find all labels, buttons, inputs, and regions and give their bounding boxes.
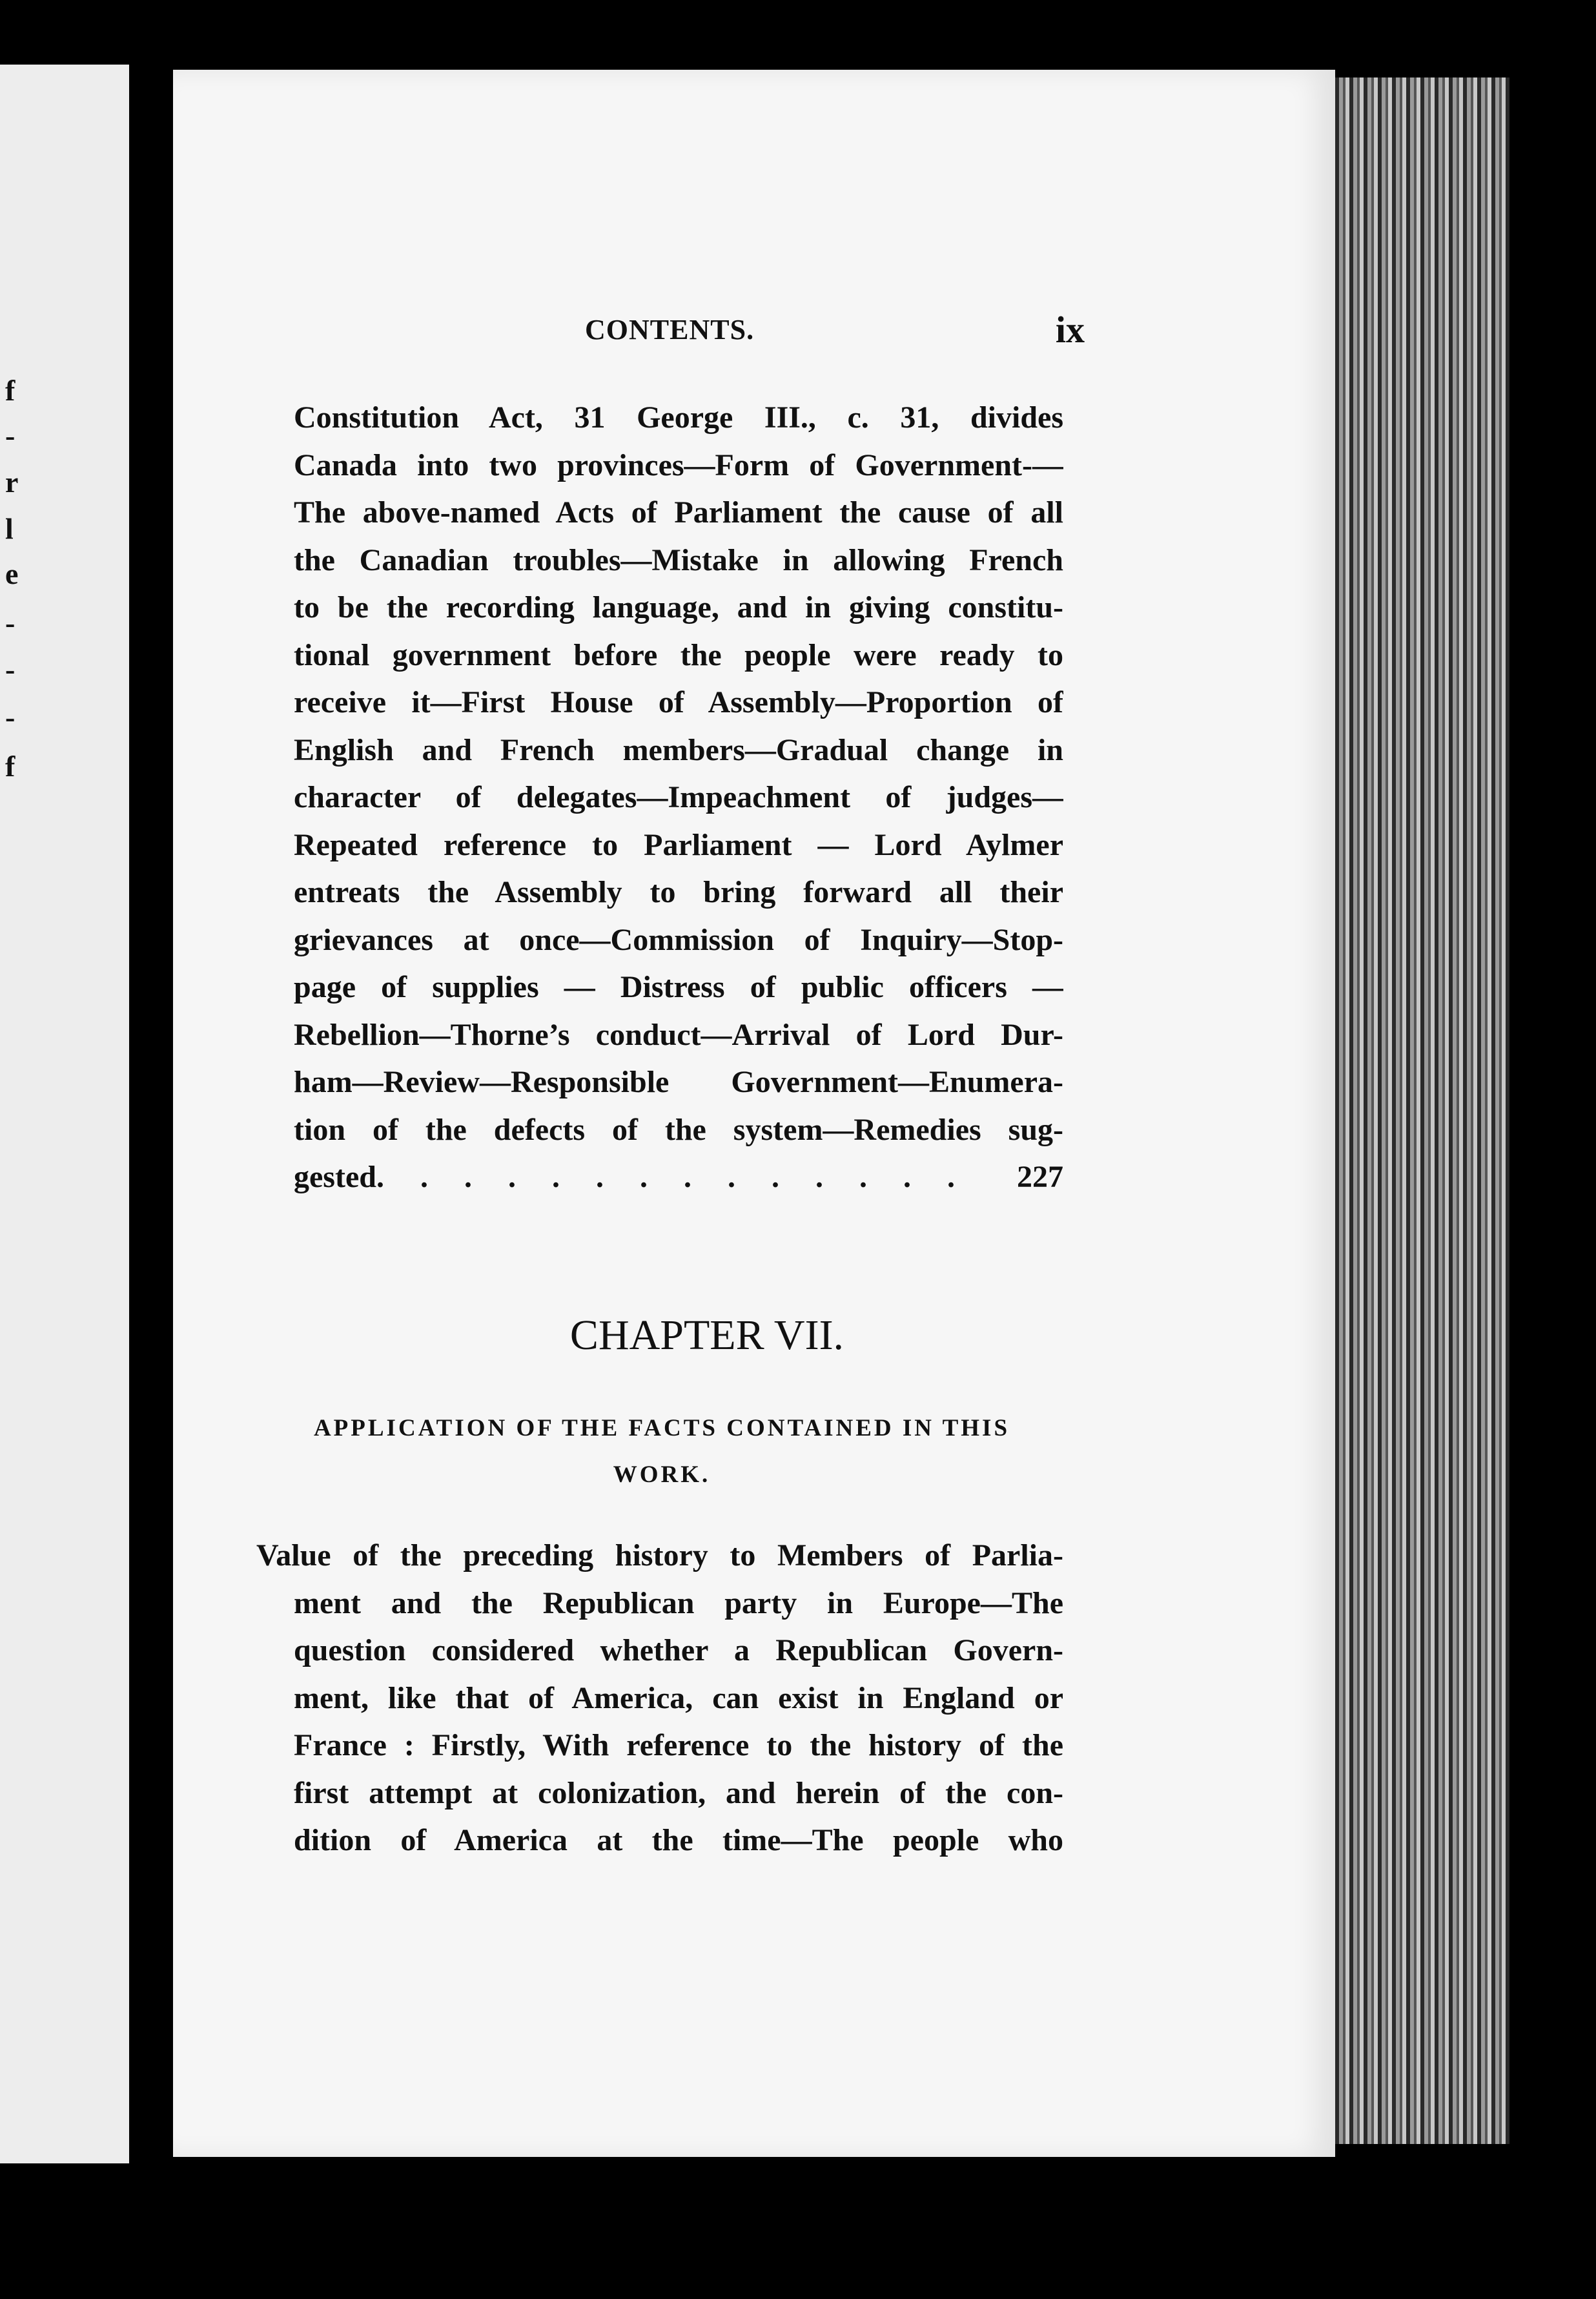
summary-line: France : Firstly, With reference to the history of the [294,1728,1063,1762]
running-head: CONTENTS. [585,314,755,345]
toc-entry-text: gested [294,1160,376,1194]
summary-line: tional government before the people were ready to [294,637,1063,672]
chapter-subtitle-line-1: APPLICATION OF THE FACTS CONTAINED IN THIS [313,1415,1010,1441]
summary-line: dition of America at the time—The people who [294,1823,1063,1857]
summary-line: Canada into two provinces—Form of Government-— [294,448,1063,482]
summary-line: to be the recording language, and in giving constitu- [294,590,1063,624]
chapter-subtitle-line-2: WORK. [613,1461,711,1488]
facing-page-fragment: r [5,466,19,499]
facing-page-fragment: l [5,512,14,545]
summary-line: tion of the defects of the system—Remedies sug- [294,1112,1063,1147]
chapter-vii-summary [256,1532,1063,1864]
facing-page-fragment: - [5,606,15,639]
facing-page [0,65,129,2163]
summary-line: grievances at once—Commission of Inquiry—Stop- [294,922,1063,957]
summary-line: receive it—First House of Assembly—Proportion of [294,685,1063,719]
summary-line: first attempt at colonization, and herein of the con- [294,1775,1063,1810]
facing-page-fragment: - [5,653,15,686]
summary-line: Repeated reference to Parliament — Lord Aylmer [294,827,1063,862]
page-number: ix [1055,309,1085,351]
summary-line: Constitution Act, 31 George III., c. 31, divides [294,400,1063,435]
toc-page-number: 227 [1017,1160,1063,1194]
summary-line: character of delegates—Impeachment of judges— [294,780,1063,814]
dot-leader: . . . . . . . . . . . . . . [376,1160,969,1194]
facing-page-fragment: - [5,701,15,734]
page-edges [1335,77,1509,2144]
summary-line: The above-named Acts of Parliament the cause of all [294,495,1063,530]
facing-page-fragment: e [5,557,19,590]
chapter-heading: CHAPTER VII. [569,1312,844,1359]
toc-entry-line [294,1153,1063,1201]
summary-line: Value of the preceding history to Members of Parlia- [256,1538,1063,1572]
summary-line: English and French members—Gradual change in [294,732,1063,767]
summary-line: ment and the Republican party in Europe—The [294,1585,1063,1620]
summary-line: ham—Review—Responsible Government—Enumera- [294,1065,1063,1099]
summary-line: the Canadian troubles—Mistake in allowing French [294,542,1063,577]
summary-line: Rebellion—Thorne’s conduct—Arrival of Lord Dur- [294,1017,1063,1052]
summary-line: ment, like that of America, can exist in England or [294,1680,1063,1715]
facing-page-fragment: - [5,419,15,452]
summary-line: entreats the Assembly to bring forward all their [294,875,1063,909]
page-header [174,309,1085,358]
facing-page-fragment: f [5,374,15,407]
summary-line: question considered whether a Republican Govern- [294,1633,1063,1667]
facing-page-fragment: f [5,750,15,783]
chapter-vi-summary [294,394,1063,1201]
summary-line: page of supplies — Distress of public officers — [294,970,1063,1004]
